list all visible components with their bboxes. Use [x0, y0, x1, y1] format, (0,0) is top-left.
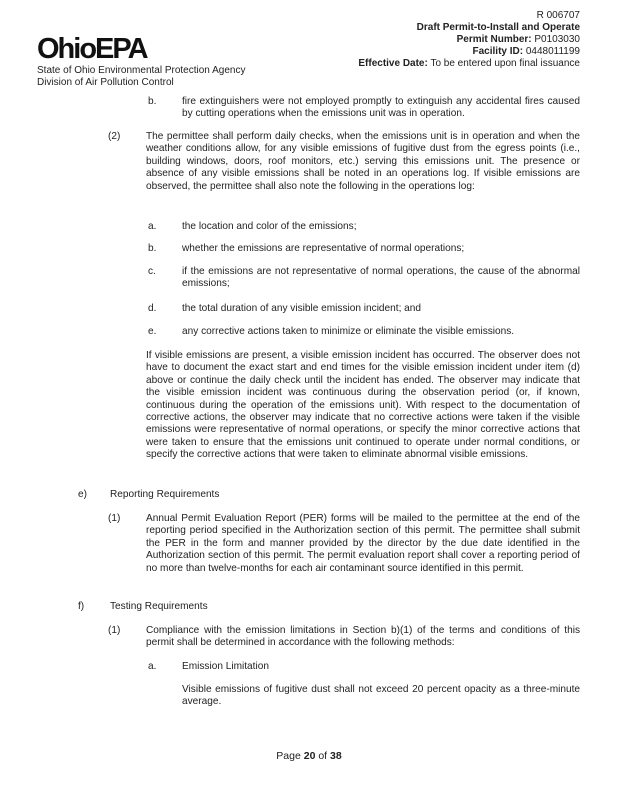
list-item-text: whether the emissions are representative of normal operations;: [182, 243, 465, 254]
document-title: Draft Permit-to-Install and Operate: [416, 22, 580, 33]
list-item-letter: d.: [148, 303, 157, 314]
paragraph-2-number: (2): [108, 131, 121, 142]
section-e-heading: Reporting Requirements: [110, 489, 220, 500]
agency-line-2: Division of Air Pollution Control: [37, 77, 174, 88]
section-fa-heading: Emission Limitation: [182, 661, 269, 672]
list-item-text: any corrective actions taken to minimize or eliminate the visible emissions.: [182, 326, 515, 337]
section-fa-letter: a.: [148, 661, 157, 672]
list-item-letter: c.: [148, 266, 156, 277]
document-id: R 006707: [536, 10, 580, 21]
paragraph-2-text: The permittee shall perform daily checks, when the emissions unit is in operation and when the weather conditions allow, for any visible emissions of fugitive dust from the egress points (i.e., building windows, doors, roof monitors, etc.) serving this emissions unit. The presence or absence of any visible emissions shall be noted in an operations log. If visible emissions are observed, the permittee shall also note the following in the operations log:: [146, 131, 580, 192]
permit-number: Permit Number: P0103030: [456, 34, 580, 45]
list-item-text: the total duration of any visible emission incident; and: [182, 303, 422, 314]
list-item-letter: e.: [148, 326, 157, 337]
section-f-heading: Testing Requirements: [110, 601, 208, 612]
section-e1-text: Annual Permit Evaluation Report (PER) forms will be mailed to the permittee at the end of the reporting period specified in the Authorization section of this permit. The permittee shall submit the PER in the form and manner provided by the director by the due date identified in the Authorization section of this permit. The permit evaluation report shall cover a reporting period of no more than twelve-months for each air contaminant source identified in this permit.: [146, 513, 580, 574]
agency-line-1: State of Ohio Environmental Protection Agency: [37, 65, 246, 76]
list-item-letter: a.: [148, 221, 157, 232]
agency-name: [37, 65, 245, 89]
section-e-letter: e): [78, 489, 87, 500]
section-f1-text: Compliance with the emission limitations in Section b)(1) of the terms and conditions of this permit shall be determined in accordance with the following methods:: [146, 625, 580, 649]
permit-header: [358, 10, 580, 70]
list-item-text: the location and color of the emissions;: [182, 221, 357, 232]
section-e1-number: (1): [108, 513, 121, 524]
section-fa-text: Visible emissions of fugitive dust shall not exceed 20 percent opacity as a three-minute average.: [182, 684, 580, 708]
effective-date: Effective Date: To be entered upon final issuance: [358, 58, 580, 69]
section-f-letter: f): [78, 601, 85, 612]
paragraph-2-continuation: If visible emissions are present, a visible emission incident has occurred. The observer does not have to document the exact start and end times for the visible emission incident under item (d) above or continue the daily check until the incident has ended. The observer may indicate that the visible emission incident was continuous during the observation period (or, if known, continuous during the operation of the emissions unit). With respect to the documentation of corrective actions, the observer may indicate that no corrective actions were taken if the visible emissions were representative of normal operations, or specify the minor corrective actions that were taken to ensure that the emissions unit continued to operate under normal conditions, or specify the corrective actions that were taken to eliminate abnormal visible emissions.: [146, 350, 580, 461]
page-number: Page 20 of 38: [276, 750, 342, 762]
list-item-text: if the emissions are not representative of normal operations, the cause of the abnormal emissions;: [182, 266, 580, 290]
item-b-text: fire extinguishers were not employed promptly to extinguish any accidental fires caused by cutting operations when the emissions unit was in operation.: [182, 96, 580, 120]
item-b-letter: b.: [148, 96, 157, 107]
list-item-letter: b.: [148, 243, 157, 254]
section-f1-number: (1): [108, 625, 121, 636]
ohio-epa-logo: OhioEPA: [37, 33, 147, 65]
facility-id: Facility ID: 0448011199: [472, 46, 580, 57]
